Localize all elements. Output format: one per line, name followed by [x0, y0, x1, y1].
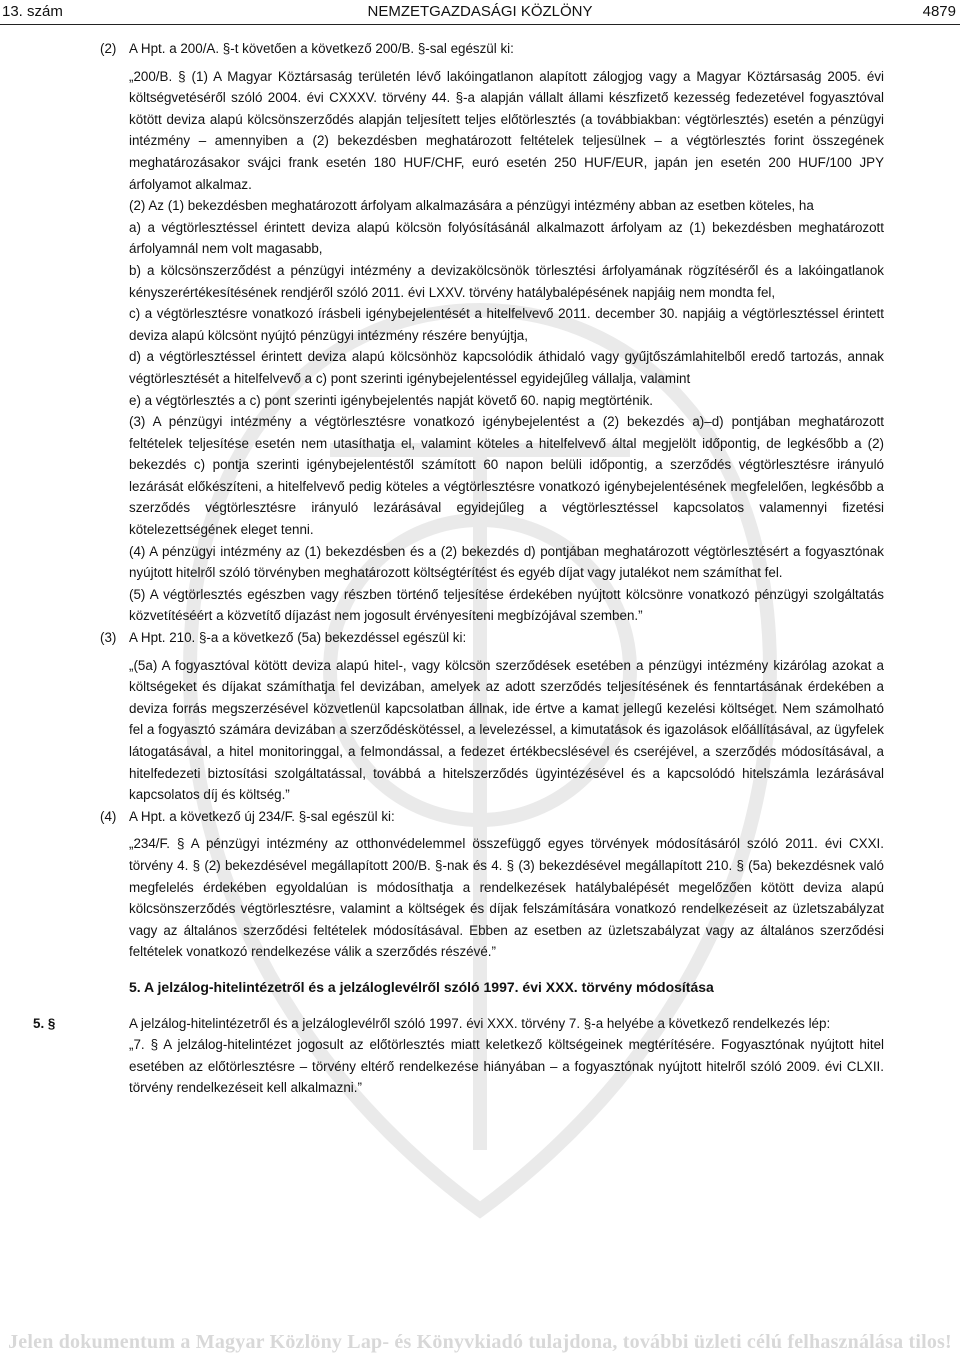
paragraph: (3) A pénzügyi intézmény a végtörlesztésre vonatkozó igénybejelentést a (2) bekezdés a)–d) pontjában meghatározott feltételek teljesítése esetén nem utasíthatja el, valamint köteles a hitelfelvevő által megjelölt időpontig, de legkésőbb a (2) bekezdés c) pontja szerinti igénybejelentéstől számított 60 napon belüli időpontig, a szerződés végtörlesztésre irányuló lezárását előkészíteni, a hitelfelvevő pedig köteles a végtörlesztésre vonatkozó igénybejelentésének megfelelően, legkésőbb a szerződés végtörlesztésre irányuló lezárásával egyidejűleg a végtörlesztéssel kapcsolatos valamennyi fizetési kötelezettségének eleget tenni. — [129, 414, 884, 538]
section-label: 5. § — [33, 1015, 56, 1031]
paragraph: b) a kölcsönszerződést a pénzügyi intézmény a devizakölcsönök törlesztési árfolyamának rögzítéséről és a lakóingatlanok kényszerértékesítésének rendjéről szóló 2011. évi LXXV. törvény hatálybalépésének napjáig nem mondta fel, — [129, 262, 884, 300]
paragraph-label: (2) — [100, 41, 117, 56]
paragraph: e) a végtörlesztés a c) pont szerinti igénybejelentés napját követő 60. napig megtörténik. — [129, 392, 654, 408]
paragraph: „200/B. § (1) A Magyar Köztársaság területén lévő lakóingatlanon alapított zálogjog vagy a Magyar Köztársaság 2005. évi költségvetéséről szóló 2004. évi CXXXV. törvény 44. §-a alapján vállalt állami készfizető kezesség fedezetével fogyasztóval kötött deviza alapú kölcsönszerződés alapján teljesített teljes előtörlesztés (a továbbiakban: végtörlesztés) esetén a pénzügyi intézmény – amennyiben a (2) bekezdésben meghatározott feltételek teljesülnek – a végtörlesztés forint összegének meghatározásakor svájci frank esetén 180 HUF/CHF, euró esetén 250 HUF/EUR, japán jen esetén 200 HUF/100 JPY árfolyamot alkalmaz. — [129, 68, 884, 192]
section-title: 5. A jelzálog-hitelintézetről és a jelzáloglevélről szóló 1997. évi XXX. törvény módosítása — [129, 978, 714, 995]
paragraph: a) a végtörlesztéssel érintett deviza alapú kölcsön folyósításánál alkalmazott árfolyam az (1) bekezdésben meghatározott árfolyamnál nem volt magasabb, — [129, 219, 884, 257]
section-intro: A jelzálog-hitelintézetről és a jelzáloglevélről szóló 1997. évi XXX. törvény 7. §-a helyébe a következő rendelkezés lép: — [129, 1015, 831, 1031]
amendment-intro: A Hpt. a következő új 234/F. §-sal egészül ki: — [129, 808, 395, 824]
paragraph: „7. § A jelzálog-hitelintézet jogosult az előtörlesztés miatt keletkező költségeinek megtérítésére. Fogyasztónak nyújtott hitel esetében az előtörlesztésre – törvény eltérő rendelkezése hiányában – a fogyasztónak nyújtott hitelről szóló 2009. évi CLXII. törvény rendelkezéseit kell alkalmazni.” — [129, 1037, 884, 1096]
paragraph: „(5a) A fogyasztóval kötött deviza alapú hitel-, vagy kölcsön szerződések esetében a pénzügyi intézmény kizárólag azokat a költségeket és díjakat számíthatja fel devizában, amelyek az adott szerződés teljesítésének és fenntartásának érdekében a deviza forrás megszerzésével közvetlenül kapcsolatban állnak, ide értve a kamat jellegű kezelési költséget. Nem számolható fel a fogyasztó számára devizában a szerződéskötéssel, a levelezéssel, a kimutatások és igazolások előállításával, az ügyfelek látogatásával, a hitel monitoringgal, a felmondással, a fedezet értékbecslésével és cseréjével, a szerződés módosításával, a hitelfedezeti biztosítási szolgáltatással, továbbá a hitelszerződés ügyintézésével és a kapcsolódó hitelszámla lezárásával kapcsolatos díj és költség.” — [129, 657, 884, 803]
ownership-notice: Jelen dokumentum a Magyar Közlöny Lap- és Könyvkiadó tulajdona, további üzleti célú felhasználása tilos! — [8, 1331, 952, 1353]
paragraph: „234/F. § A pénzügyi intézmény az otthonvédelemmel összefüggő egyes törvények módosításáról szóló 2011. évi CXXI. törvény 4. § (2) bekezdésével megállapított 200/B. §-nak és 4. § (3) bekezdésével megállapított 210. § (5a) bekezdésnek való megfelelés érdekében egyoldalúan is módosíthatja a rendelkezések hatálybalépését megelőzően kötött deviza alapú kölcsönszerződés végtörlesztésre, valamint a költségek és díjak felszámítására vonatkozó rendelkezéseit az üzletszabályzat vagy az általános szerződési feltételek módosításával. Ebben az esetben az üzletszabályzat vagy az általános szerződési feltételek vonatkozó rendelkezése válik a szerződés részévé.” — [129, 836, 884, 960]
amendment-3 — [0, 627, 960, 649]
paragraph: (2) Az (1) bekezdésben meghatározott árfolyam alkalmazására a pénzügyi intézmény abban az esetben köteles, ha — [129, 198, 814, 214]
paragraph: (4) A pénzügyi intézmény az (1) bekezdésben és a (2) bekezdés d) pontjában meghatározott végtörlesztésért a fogyasztónak nyújtott hitelről szóló törvényben meghatározott költségtérítést és egyéb díjat vagy jutalékot nem számíthat fel. — [129, 543, 884, 581]
document-body — [0, 38, 960, 1099]
paragraph-label: (3) — [100, 630, 117, 646]
paragraph: (5) A végtörlesztés egészben vagy részben történő teljesítése érdekében nyújtott kölcsönre vonatkozó pénzügyi szolgáltatás közvetítéséért a közvetítő díjazást nem jogosult érvényesíteni megbízójával szemben.” — [129, 586, 884, 624]
page-header — [0, 0, 960, 25]
issue-number: 13. szám — [2, 3, 63, 20]
publication-title: NEMZETGAZDASÁGI KÖZLÖNY — [367, 3, 593, 20]
amendment-4 — [0, 806, 960, 828]
amendment-intro: A Hpt. a 200/A. §-t követően a következő 200/B. §-sal egészül ki: — [129, 41, 514, 56]
amendment-2 — [0, 38, 960, 60]
paragraph-label: (4) — [100, 808, 117, 824]
paragraph: c) a végtörlesztésre vonatkozó írásbeli igénybejelentését a hitelfelvevő 2011. december 30. napjáig a végtörlesztéssel érintett deviza alapú kölcsönt nyújtó pénzügyi intézmény részére benyújtja, — [129, 306, 884, 343]
paragraph: d) a végtörlesztéssel érintett deviza alapú kölcsönhöz kapcsolódik áthidaló vagy gyűjtőszámlahitelből eredő tartozás, annak végtörlesztését a hitelfelvevő a c) pont szerinti igénybejelentéssel egyidejűleg vállalja, valamint — [129, 349, 884, 386]
page-number: 4879 — [922, 3, 956, 20]
amendment-intro: A Hpt. 210. §-a a következő (5a) bekezdéssel egészül ki: — [129, 630, 467, 646]
section-5 — [0, 1013, 960, 1035]
